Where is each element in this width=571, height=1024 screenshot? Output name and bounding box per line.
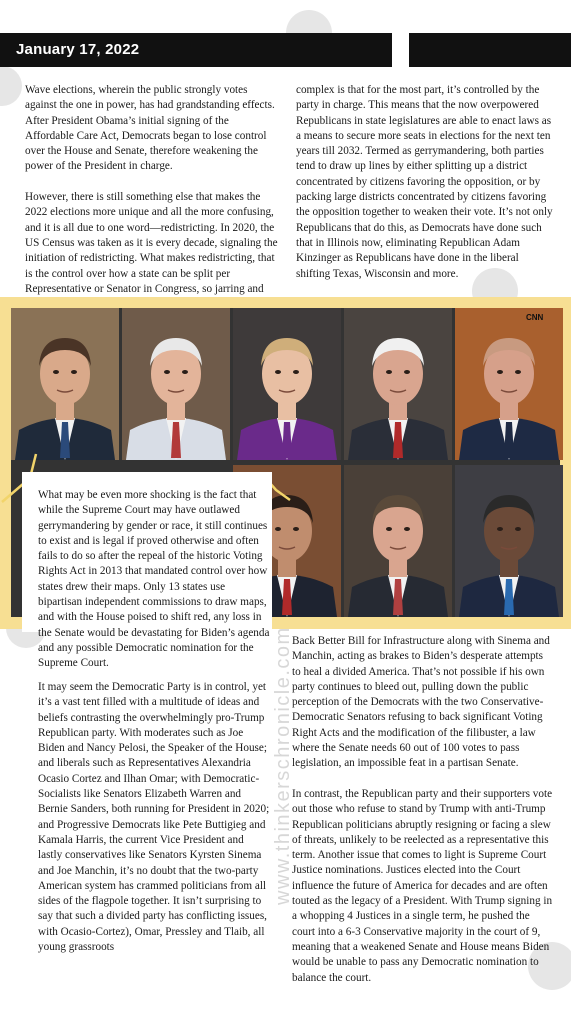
article-column-bottom-left [38, 680, 270, 955]
article-column-overlay [38, 488, 270, 672]
header-accent-bar [409, 33, 571, 67]
article-column-top-right [296, 83, 554, 282]
paragraph: However, there is still something else that makes the 2022 elections more unique and all the more confusing, and it is all due to one word—redistricting. In 2020, the US Census was taken as it is every decade, signaling the initiation of redistricting. What makes redistricting, that is the control over how a state can be split per Representative or Senator in Congress, so jarring and [25, 191, 278, 295]
senator-portrait [233, 308, 341, 460]
paragraph: It may seem the Democratic Party is in control, yet it’s a vast tent filled with a multitude of ideas and beliefs contrasting the overwhelmingly pro-Trump Republican party. With moderates such as Joe Biden and Nancy Pelosi, the Speaker of the House; and liberals such as Representatives Alexandria Ocasio Cortez and Ilhan Omar; with Democratic-Socialists like Senators Elizabeth Warren and Bernie Sanders, both running for President in 2020; and Progressive Democrats like Pete Buttigieg and Kamala Harris, the current Vice President and lastly conservatives like Senators Kyrsten Sinema and Joe Manchin, it’s no doubt that the two-party American system has crammed politicians from all sides of the flagpole together. It isn’t surprising to say that such a divided party has conflicting issues, with Ocasio-Cortez), Omar, Pressley and Tlaib, all young grassroots [38, 681, 270, 954]
senator-portrait [344, 465, 452, 617]
paragraph: Back Better Bill for Infrastructure along with Sinema and Manchin, acting as brakes to Biden’s desperate attempts to heal a divided America. That’s not possible if his own party continues to bleed out, pulling down the public perception of the Democrats with the two Conservative-Democratic Senators refusing to back significant Voting Right Acts and the modification of the filibuster, a law where the Senate needs 60 out of 100 votes to pass legislation, an impossible feat in a partisan Senate. [292, 635, 550, 770]
paragraph: In contrast, the Republican party and their supporters vote out those who refuse to stand by Trump with anti-Trump Republican politicians abruptly resigning or facing a slew of threats, unlikely to be reelected as a representative this term. Another issue that comes to light is Supreme Court Justice nominations. Justices elected into the Court influence the future of America for decades and are often touted as the legacy of a President. With Trump signing in a whopping 4 Justices in a single term, he pushed the court into a 6-3 Conservative majority in the court of 9, meaning that a weakened Senate and House means Biden would be unable to pass any Democratic nomination to balance the court. [292, 787, 553, 984]
senator-portrait [455, 308, 563, 460]
senator-portrait [11, 308, 119, 460]
paragraph: complex is that for the most part, it’s controlled by the party in charge. This means that the now overpowered Republicans in state legislatures are able to enact laws as a means to secure more seats in elections for the next ten years till 2032. Termed as gerrymandering, both parties tend to draw up lines by either splitting up a district concentrated by citizens favoring the opposition, or by packing large districts concentrated by citizens favoring the opposition together to weaken their vote. It’s not only Republicans that do this, as Democrats have done such that in Illinois now, eliminating Republican Adam Kinzinger as Republicans have done in the liberal shifting Texas, Wisconsin and more. [296, 84, 553, 280]
paragraph: What may be even more shocking is the fact that while the Supreme Court may have outlawed gerrymandering by gender or race, it still continues to exist and is legal if proved otherwise and often fails to do so after the repeal of the historic Voting Rights Act in 2013 that mandated control over how states drew their maps. Only 13 states use bipartisan independent commissions to draw maps, and with the House poised to shift red, any loss in the Senate would be devastating for Biden’s agenda and any possible Democratic nomination for the Supreme Court. [38, 489, 270, 670]
photo-credit: CNN [526, 313, 544, 322]
date-header: January 17, 2022 [0, 33, 392, 67]
senator-portrait [122, 308, 230, 460]
paragraph: Wave elections, wherein the public strongly votes against the one in power, has had grandstanding effects. After President Obama’s initial signing of the Affordable Care Act, Democrats began to lose control over the House and Senate, therefore weakening the power of the President in charge. [25, 84, 275, 173]
decorative-circle [0, 66, 22, 106]
senator-portrait [344, 308, 452, 460]
article-column-bottom-right [292, 634, 554, 986]
senator-portrait [455, 465, 563, 617]
article-column-top-left [25, 83, 279, 297]
site-watermark: www.thinkerschronicle.com [272, 626, 294, 905]
